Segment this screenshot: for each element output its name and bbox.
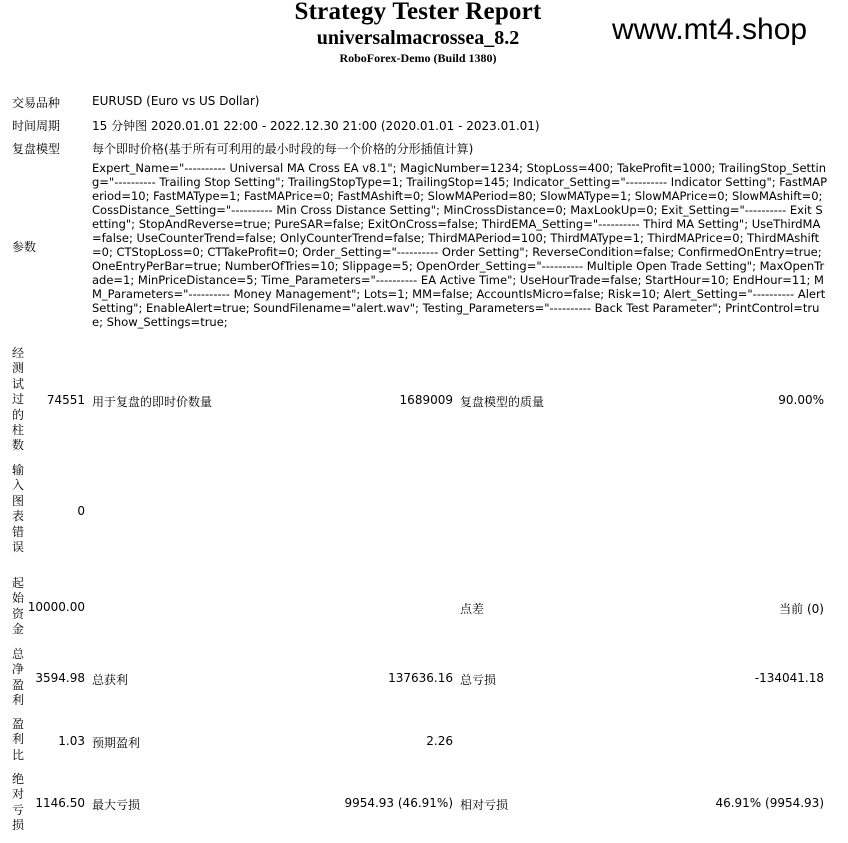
net-profit-label: 总净盈利 <box>12 647 25 708</box>
model-value: 每个即时价格(基于所有可利用的最小时段的每一个价格的分形插值计算) <box>92 142 474 156</box>
payoff-label: 预期盈利 <box>92 736 141 750</box>
gross-loss-label: 总亏损 <box>460 673 497 687</box>
period-value: 15 分钟图 2020.01.01 22:00 - 2022.12.30 21:00 (2020.01.01 - 2023.01.01) <box>92 119 540 133</box>
max-drawdown-value: 9954.93 (46.91%) <box>344 796 453 810</box>
bars-value: 74551 <box>46 393 85 407</box>
profit-factor-label: 盈利比 <box>12 717 25 762</box>
rel-drawdown-label: 相对亏损 <box>460 798 509 812</box>
errors-label: 输入图表错误 <box>12 463 25 555</box>
abs-drawdown-label: 绝对亏损 <box>12 772 25 833</box>
gross-profit-value: 137636.16 <box>388 671 453 685</box>
server-name: RoboForex-Demo (Build 1380) <box>339 51 497 65</box>
profit-factor-value: 1.03 <box>58 734 85 748</box>
report-title: Strategy Tester Report <box>294 0 542 25</box>
params-value: Expert_Name="---------- Universal MA Cross EA v8.1"; MagicNumber=1234; StopLoss=400; TakeProfit=1000; TrailingStop_Setting="---------- Trailing Stop Setting"; TrailingStopType=1; TrailingStop=145; Indicator_Setting="---------- Indicator Setting"; FastMAPeriod=10; FastMAType=1; FastMAPrice=0; FastMAshift=0; SlowMAPeriod=80; SlowMAType=1; SlowMAPrice=0; SlowMAshift=0; CossDistance_Setting="---------- Min Cross Distance Setting"; MinCrossDistance=0; MaxLookUp=0; Exit_Setting="---------- Exit Setting"; StopAndReverse=true; PureSAR=false; ExitOnCross=false; ThirdEMA_Setting="---------- Third MA Setting"; UseThirdMA=false; UseCounterTrend=false; OnlyCounterTrend=false; ThirdMAPeriod=100; ThirdMAType=1; ThirdMAPrice=0; ThirdMAshift=0; CTStopLoss=0; CTTakeProfit=0; Order_Setting="---------- Order Setting"; ReverseCondition=false; ConfirmedOnEntry=true; OneEntryPerBar=true; NumberOfTries=10; Slippage=5; OpenOrder_Setting="---------- Multiple Open Trade Setting"; MaxOpenTrade=1; MinPriceDistance=5; Time_Parameters="---------- EA Active Time"; UseHourTrade=false; StartHour=10; EndHour=11; MM_Parameters="---------- Money Management"; Lots=1; MM=false; AccountIsMicro=false; Risk=10; Alert_Setting="---------- Alert Setting"; EnableAlert=true; SoundFilename="alert.wav"; Testing_Parameters="---------- Back Test Parameter"; PrintControl=true; Show_Settings=true; <box>92 161 828 329</box>
spread-value: 当前 (0) <box>779 602 824 616</box>
quality-label: 复盘模型的质量 <box>460 395 545 409</box>
deposit-label: 起始资金 <box>12 576 25 637</box>
payoff-value: 2.26 <box>426 734 453 748</box>
abs-drawdown-value: 1146.50 <box>35 796 85 810</box>
watermark: www.mt4.shop <box>612 13 808 46</box>
bars-label: 经测试过的柱数 <box>12 346 25 453</box>
deposit-value: 10000.00 <box>27 600 85 614</box>
symbol-label: 交易品种 <box>12 96 61 110</box>
gross-profit-label: 总获利 <box>92 673 129 687</box>
symbol-value: EURUSD (Euro vs US Dollar) <box>92 94 260 108</box>
spread-label: 点差 <box>460 602 485 616</box>
quality-value: 90.00% <box>778 393 824 407</box>
gross-loss-value: -134041.18 <box>754 671 824 685</box>
params-label: 参数 <box>12 240 37 254</box>
model-label: 复盘模型 <box>12 142 61 156</box>
expert-name: universalmacrossea_8.2 <box>316 27 520 49</box>
rel-drawdown-value: 46.91% (9954.93) <box>715 796 824 810</box>
errors-value: 0 <box>77 504 85 518</box>
period-label: 时间周期 <box>12 119 61 133</box>
ticks-value: 1689009 <box>399 393 453 407</box>
ticks-label: 用于复盘的即时价数量 <box>92 395 213 409</box>
net-profit-value: 3594.98 <box>35 671 85 685</box>
report-header <box>0 0 848 70</box>
max-drawdown-label: 最大亏损 <box>92 798 141 812</box>
